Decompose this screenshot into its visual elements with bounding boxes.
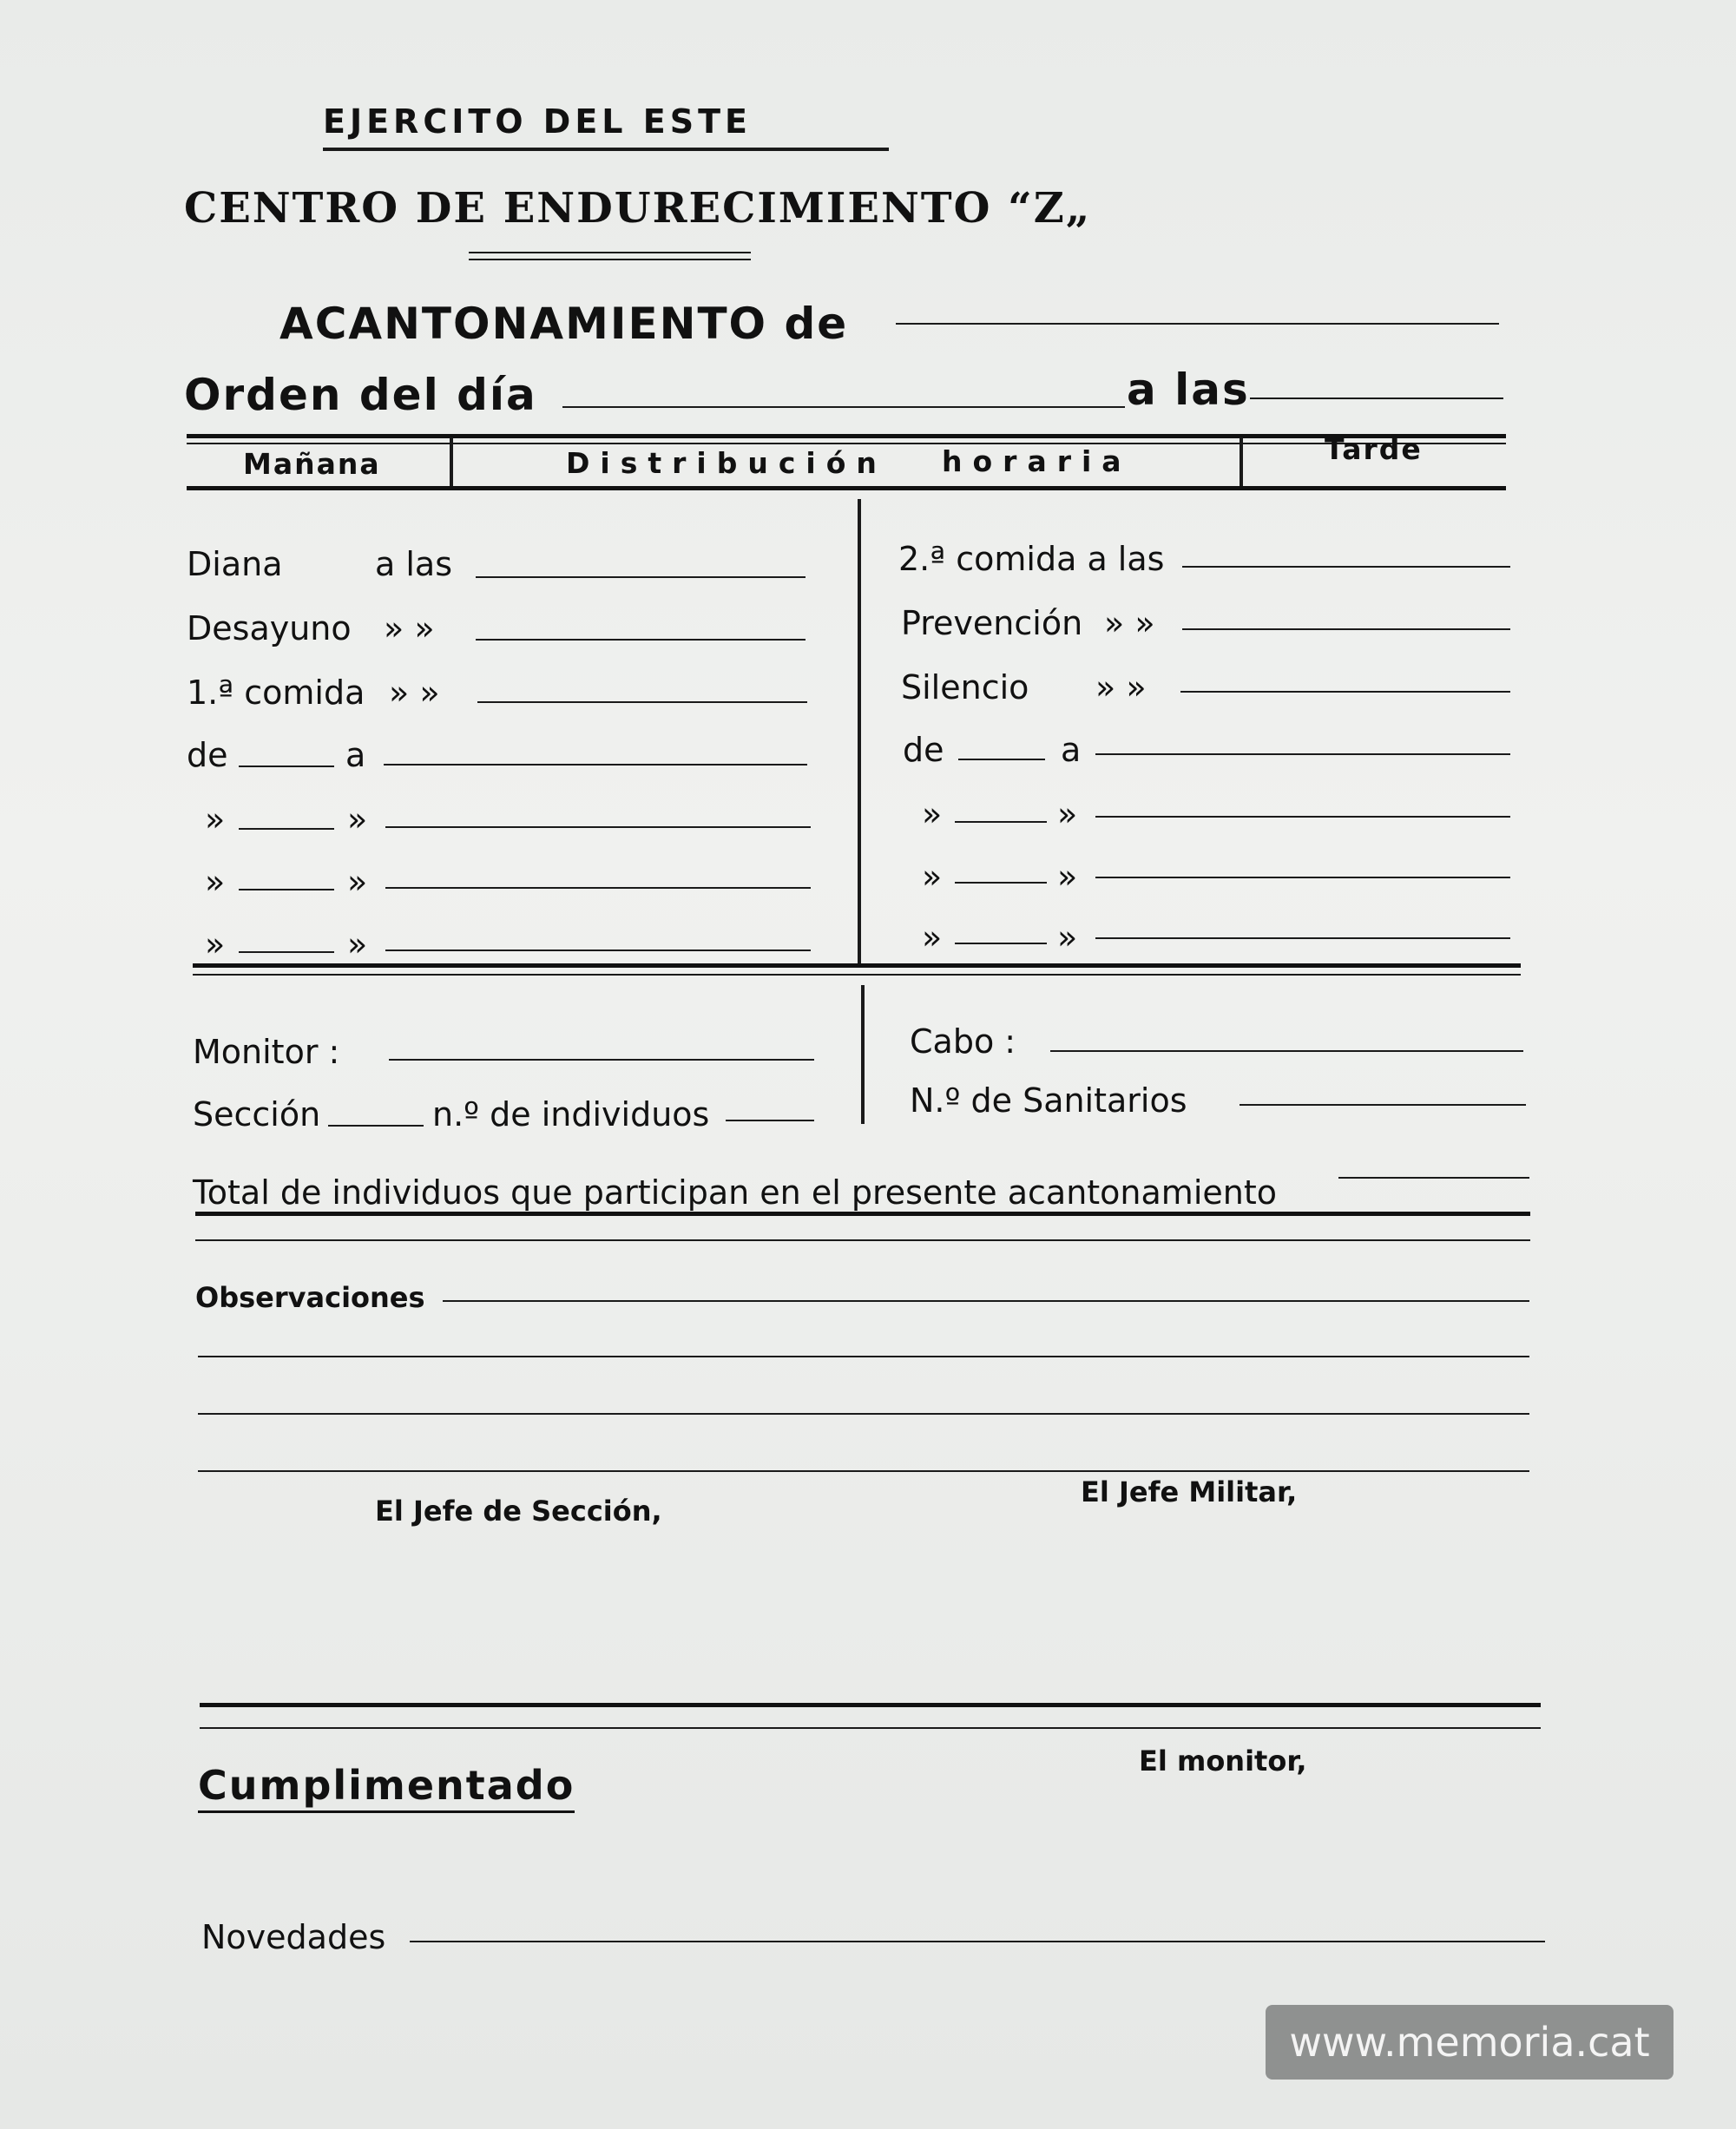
completed-rule-2	[200, 1727, 1541, 1729]
observations-line-4[interactable]	[198, 1470, 1529, 1472]
afternoon-activity-field-2[interactable]	[1095, 816, 1510, 818]
observations-line-1[interactable]	[443, 1300, 1529, 1302]
first-meal-ditto: » »	[389, 674, 440, 712]
observations-line-3[interactable]	[198, 1413, 1529, 1415]
afternoon-row2-time[interactable]	[955, 821, 1047, 823]
table-top-rule-2	[187, 443, 1506, 444]
monitor-label: Monitor :	[193, 1033, 340, 1071]
order-label: Orden del día	[184, 370, 537, 420]
completed-heading-text: Cumplimentado	[198, 1762, 575, 1813]
section-field[interactable]	[328, 1125, 424, 1127]
military-chief-signature: El Jefe Militar,	[1081, 1475, 1298, 1508]
order-time-field[interactable]	[1250, 398, 1503, 399]
monitor-signature: El monitor,	[1139, 1745, 1307, 1777]
section-chief-signature: El Jefe de Sección,	[375, 1495, 662, 1528]
medics-field[interactable]	[1240, 1104, 1526, 1106]
total-field[interactable]	[1338, 1177, 1529, 1179]
watermark: www.memoria.cat	[1266, 2005, 1674, 2080]
prevention-field[interactable]	[1182, 628, 1510, 630]
silence-field[interactable]	[1180, 691, 1510, 693]
total-rule	[195, 1212, 1530, 1216]
camp-field[interactable]	[896, 323, 1499, 325]
individuals-count-label: n.º de individuos	[432, 1095, 710, 1133]
breakfast-field[interactable]	[476, 639, 806, 641]
completed-heading	[198, 1762, 575, 1809]
prevention-ditto: » »	[1104, 604, 1155, 642]
news-field[interactable]	[410, 1941, 1545, 1942]
second-meal-label: 2.ª comida a las	[898, 540, 1165, 578]
morning-from-label: de	[187, 736, 228, 774]
morning-activity-field-3[interactable]	[385, 887, 811, 889]
morning-activity-field-2[interactable]	[385, 826, 811, 828]
breakfast-ditto: » »	[384, 609, 435, 647]
morning-row4-time[interactable]	[239, 951, 334, 953]
monitor-field[interactable]	[389, 1059, 814, 1061]
morning-row2-q1: »	[205, 800, 226, 838]
center-title: CENTRO DE ENDURECIMIENTO “Z„	[184, 184, 1092, 233]
morning-row3-q1: »	[205, 863, 226, 901]
table-header-bottom-rule	[187, 486, 1506, 490]
schedule-bottom-rule-2	[193, 974, 1521, 976]
morning-row3-q2: »	[347, 863, 368, 901]
afternoon-row3-q1: »	[922, 858, 943, 896]
morning-row2-q2: »	[347, 800, 368, 838]
reveille-field[interactable]	[476, 576, 806, 578]
center-underline-1	[469, 252, 751, 253]
section-label: Sección	[193, 1095, 321, 1133]
morning-row2-time[interactable]	[239, 828, 334, 830]
afternoon-row3-q2: »	[1057, 858, 1078, 896]
total-label: Total de individuos que participan en el presente acantonamiento	[193, 1173, 1277, 1212]
afternoon-to-label: a	[1061, 731, 1082, 769]
header-divider-right	[1240, 437, 1243, 488]
reveille-label: Diana	[187, 545, 283, 583]
center-underline-2	[469, 259, 751, 260]
total-rule-2	[195, 1239, 1530, 1241]
staff-column-divider	[861, 985, 865, 1124]
completed-rule	[200, 1703, 1541, 1707]
afternoon-row3-time[interactable]	[955, 882, 1047, 884]
morning-header: Mañana	[243, 447, 381, 481]
afternoon-activity-field-3[interactable]	[1095, 877, 1510, 878]
header-divider-left	[450, 437, 453, 488]
individuals-count-field[interactable]	[726, 1120, 814, 1121]
news-label: Novedades	[201, 1918, 386, 1956]
silence-ditto: » »	[1095, 668, 1147, 706]
afternoon-row4-q1: »	[922, 918, 943, 956]
table-top-rule	[187, 434, 1506, 438]
distribution-header: Distribución	[566, 446, 887, 480]
afternoon-from-field[interactable]	[958, 759, 1045, 760]
afternoon-row2-q1: »	[922, 795, 943, 833]
medics-label: N.º de Sanitarios	[910, 1081, 1187, 1120]
corporal-field[interactable]	[1050, 1050, 1523, 1052]
reveille-at: a las	[375, 545, 453, 583]
silence-label: Silencio	[901, 668, 1029, 706]
afternoon-row2-q2: »	[1057, 795, 1078, 833]
observations-label: Observaciones	[195, 1281, 425, 1314]
first-meal-field[interactable]	[477, 701, 807, 703]
morning-from-field[interactable]	[239, 766, 334, 767]
header-rule	[323, 148, 889, 151]
order-time-label: a las	[1127, 365, 1250, 415]
observations-line-2[interactable]	[198, 1356, 1529, 1357]
schedule-bottom-rule	[193, 963, 1521, 968]
schedule-column-divider	[858, 499, 861, 968]
schedule-header: horaria	[942, 444, 1132, 478]
morning-row4-q1: »	[205, 925, 226, 963]
afternoon-from-label: de	[903, 731, 944, 769]
afternoon-row4-time[interactable]	[955, 943, 1047, 944]
army-header: EJERCITO DEL ESTE	[323, 102, 752, 141]
prevention-label: Prevención	[901, 604, 1083, 642]
morning-row3-time[interactable]	[239, 889, 334, 890]
first-meal-label: 1.ª comida	[187, 674, 365, 712]
afternoon-activity-field-4[interactable]	[1095, 937, 1510, 939]
second-meal-field[interactable]	[1182, 566, 1510, 568]
corporal-label: Cabo :	[910, 1022, 1016, 1061]
morning-to-label: a	[345, 736, 366, 774]
afternoon-row4-q2: »	[1057, 918, 1078, 956]
morning-row4-q2: »	[347, 925, 368, 963]
order-date-field[interactable]	[562, 406, 1125, 408]
camp-label: ACANTONAMIENTO de	[279, 299, 849, 349]
afternoon-header: Tarde	[1325, 432, 1423, 466]
breakfast-label: Desayuno	[187, 609, 352, 647]
morning-activity-field-4[interactable]	[385, 950, 811, 951]
afternoon-activity-field-1[interactable]	[1095, 753, 1510, 755]
morning-activity-field-1[interactable]	[384, 764, 807, 766]
